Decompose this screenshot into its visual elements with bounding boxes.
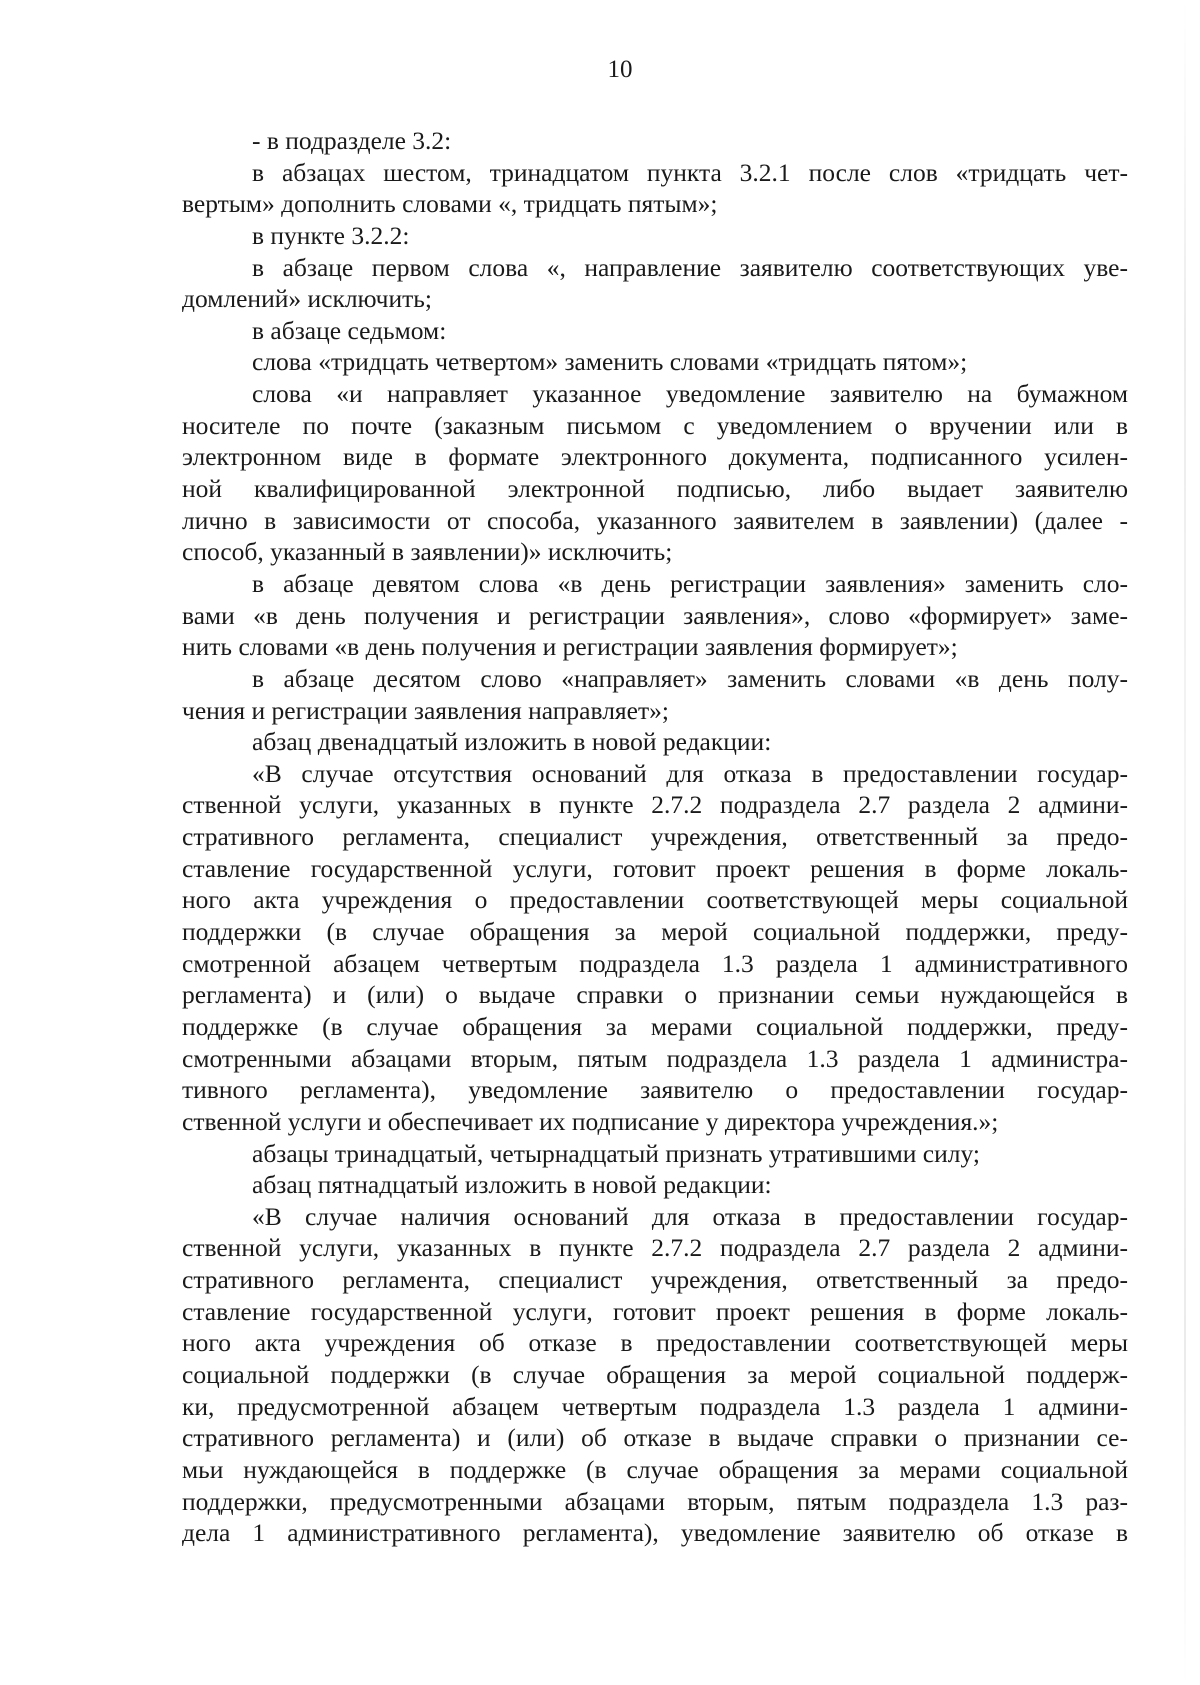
text-line: лично в зависимости от способа, указанного заявителем в заявлении) (далее - [182,505,1128,535]
text-line: ственной услуги, указанных в пункте 2.7.2 подраздела 2.7 раздела 2 админи- [182,1233,1128,1263]
text-line: смотренными абзацами вторым, пятым подраздела 1.3 раздела 1 администра- [182,1043,1128,1073]
text-line: «В случае отсутствия оснований для отказа в предоставлении государ- [252,758,1128,788]
text-line: поддержке (в случае обращения за мерами социальной поддержки, преду- [182,1011,1128,1041]
text-line: социальной поддержки (в случае обращения за мерой социальной поддерж- [182,1359,1128,1389]
text-line: стративного регламента, специалист учреждения, ответственный за предо- [182,1265,1128,1295]
text-line: домлений» исключить; [182,284,432,314]
text-line: регламента) и (или) о выдаче справки о признании семьи нуждающейся в [182,980,1128,1010]
text-line: слова «и направляет указанное уведомление заявителю на бумажном [252,379,1128,409]
text-line: в абзаце первом слова «, направление заявителю соответствующих уве- [252,252,1128,282]
text-line: - в подразделе 3.2: [252,126,452,155]
text-line: ки, предусмотренной абзацем четвертым подраздела 1.3 раздела 1 админи- [182,1391,1128,1421]
text-line: в абзацах шестом, тринадцатом пункта 3.2.1 после слов «тридцать чет- [252,157,1128,187]
text-line: абзац двенадцатый изложить в новой редакции: [252,727,772,757]
text-line: вертым» дополнить словами «, тридцать пятым»; [182,189,718,219]
text-line: поддержки, предусмотренными абзацами вторым, пятым подраздела 1.3 раз- [182,1486,1128,1516]
text-line: электронном виде в формате электронного документа, подписанного усилен- [182,442,1128,472]
text-line: ственной услуги, указанных в пункте 2.7.2 подраздела 2.7 раздела 2 админи- [182,790,1128,820]
text-line: смотренной абзацем четвертым подраздела 1.3 раздела 1 административного [182,948,1128,978]
text-line: стративного регламента) и (или) об отказе в выдаче справки о признании се- [182,1423,1128,1453]
text-line: ставление государственной услуги, готовит проект решения в форме локаль- [182,853,1128,883]
text-line: дела 1 административного регламента), уведомление заявителю об отказе в [182,1518,1128,1548]
text-line: поддержки (в случае обращения за мерой социальной поддержки, преду- [182,917,1128,947]
text-line: ного акта учреждения о предоставлении соответствующей меры социальной [182,885,1128,915]
text-line: в пункте 3.2.2: [252,220,410,250]
text-line: чения и регистрации заявления направляет»; [182,695,669,725]
text-line: мьи нуждающейся в поддержке (в случае обращения за мерами социальной [182,1454,1128,1484]
text-line: ственной услуги и обеспечивает их подписание у директора учреждения.»; [182,1106,999,1136]
text-line: нить словами «в день получения и регистрации заявления формирует»; [182,632,958,662]
text-line: ного акта учреждения об отказе в предоставлении соответствующей меры [182,1328,1128,1358]
body-text [182,125,1128,1549]
text-line: носителе по почте (заказным письмом с уведомлением о вручении или в [182,410,1128,440]
text-line: тивного регламента), уведомление заявителю о предоставлении государ- [182,1075,1128,1105]
text-line: абзацы тринадцатый, четырнадцатый признать утратившими силу; [252,1138,980,1168]
text-line: в абзаце десятом слово «направляет» заменить словами «в день полу- [252,663,1128,693]
text-line: абзац пятнадцатый изложить в новой редакции: [252,1170,772,1200]
text-line: в абзаце девятом слова «в день регистрации заявления» заменить сло- [252,568,1128,598]
text-line: ной квалифицированной электронной подписью, либо выдает заявителю [182,474,1128,504]
text-line: слова «тридцать четвертом» заменить словами «тридцать пятом»; [252,347,968,377]
text-line: в абзаце седьмом: [252,315,447,345]
text-line: ставление государственной услуги, готовит проект решения в форме локаль- [182,1296,1128,1326]
text-line: способ, указанный в заявлении)» исключить; [182,537,673,567]
text-line: стративного регламента, специалист учреждения, ответственный за предо- [182,822,1128,852]
page-number: 10 [607,56,633,83]
text-line: «В случае наличия оснований для отказа в предоставлении государ- [252,1201,1128,1231]
text-line: вами «в день получения и регистрации заявления», слово «формирует» заме- [182,600,1128,630]
